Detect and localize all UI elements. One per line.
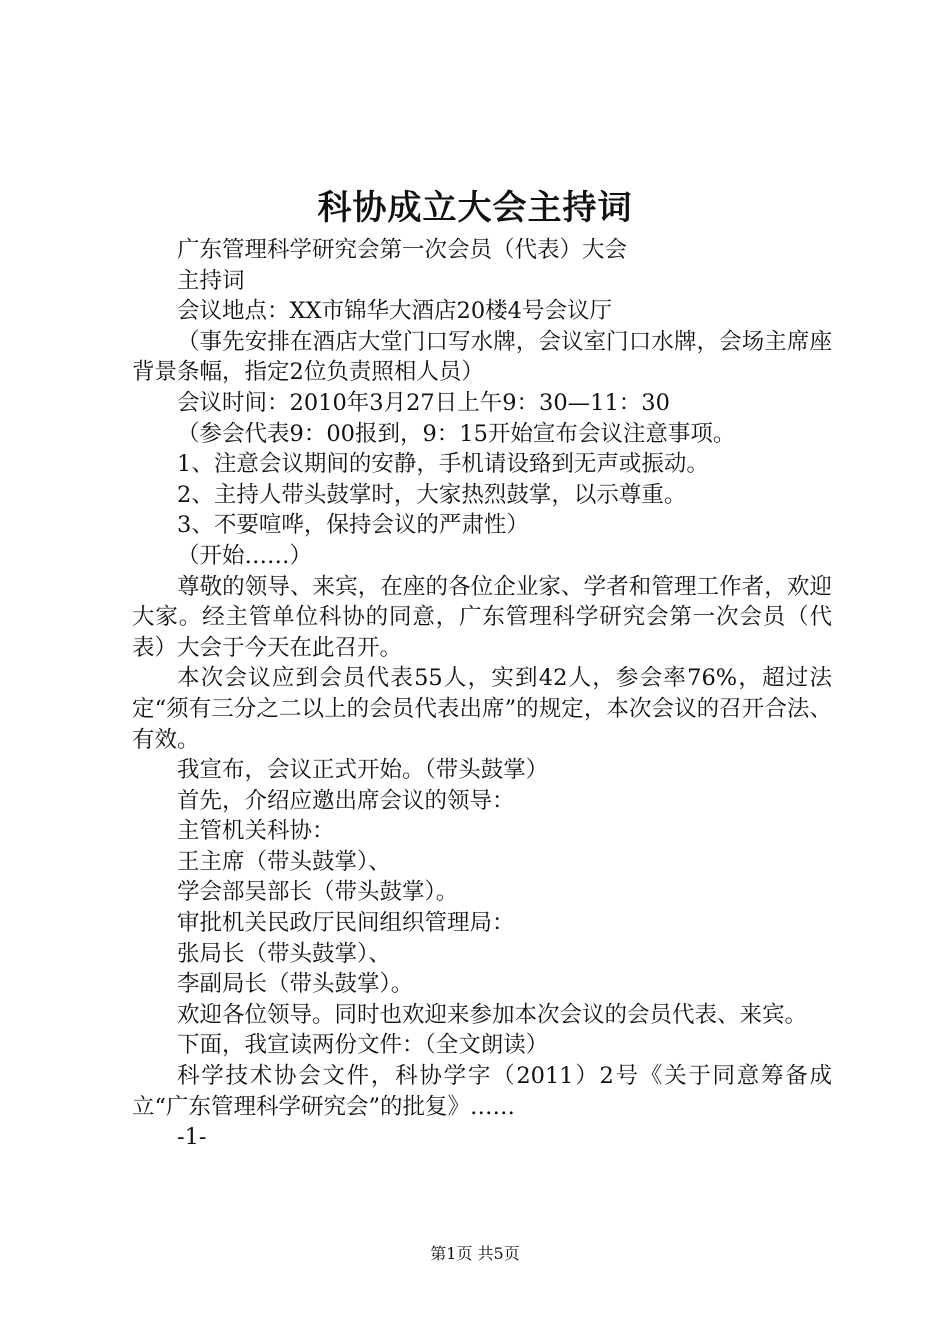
paragraph: 下面，我宣读两份文件：（全文朗读） [177, 1032, 549, 1059]
paragraph: 张局长（带头鼓掌）、 [177, 940, 391, 967]
document-title: 科协成立大会主持词 [317, 188, 633, 228]
paragraph: 3、不要喧哗，保持会议的严肃性） [177, 512, 529, 539]
paragraph: 主持词 [177, 267, 245, 294]
paragraph: 审批机关民政厅民间组织管理局： [177, 910, 515, 937]
paragraph: （开始……） [177, 542, 313, 569]
paragraph: （参会代表9：00报到，9：15开始宣布会议注意事项。 [177, 420, 736, 447]
paragraph: 学会部吴部长（带头鼓掌）。 [177, 879, 459, 906]
paragraph: 科学技术协会文件，科协学字（2011）2号《关于同意筹备成立“广东管理科学研究会”的批复》…… [132, 1063, 832, 1120]
paragraph: （事先安排在酒店大堂门口写水牌，会议室门口水牌，会场主席座背景条幅，指定2位负责照相人员） [132, 328, 832, 386]
document-body [132, 235, 832, 1153]
paragraph: 我宣布，会议正式开始。（带头鼓掌） [177, 757, 549, 784]
paragraph: 王主席（带头鼓掌）、 [177, 848, 391, 875]
paragraph: 本次会议应到会员代表55人，实到42人，参会率76%，超过法定“须有三分之二以上的会员代表出席”的规定，本次会议的召开合法、有效。 [132, 665, 832, 753]
paragraph: 会议地点：XX市锦华大酒店20楼4号会议厅 [177, 298, 612, 325]
paragraph: 主管机关科协： [177, 818, 335, 845]
paragraph: 首先，介绍应邀出席会议的领导： [177, 787, 515, 814]
page-footer: 第1页 共5页 [430, 1244, 520, 1263]
paragraph: 尊敬的领导、来宾，在座的各位企业家、学者和管理工作者，欢迎大家。经主管单位科协的同意，广东管理科学研究会第一次会员（代表）大会于今天在此召开。 [132, 573, 832, 661]
page-marker: -1- [177, 1124, 207, 1151]
paragraph: 李副局长（带头鼓掌）。 [177, 971, 414, 998]
paragraph: 1、注意会议期间的安静，手机请设臵到无声或振动。 [177, 451, 709, 478]
paragraph: 2、主持人带头鼓掌时，大家热烈鼓掌，以示尊重。 [177, 481, 687, 508]
paragraph: 会议时间：2010年3月27日上午9：30—11：30 [177, 389, 670, 416]
paragraph: 广东管理科学研究会第一次会员（代表）大会 [177, 237, 628, 263]
paragraph: 欢迎各位领导。同时也欢迎来参加本次会议的会员代表、来宾。 [177, 1001, 808, 1028]
